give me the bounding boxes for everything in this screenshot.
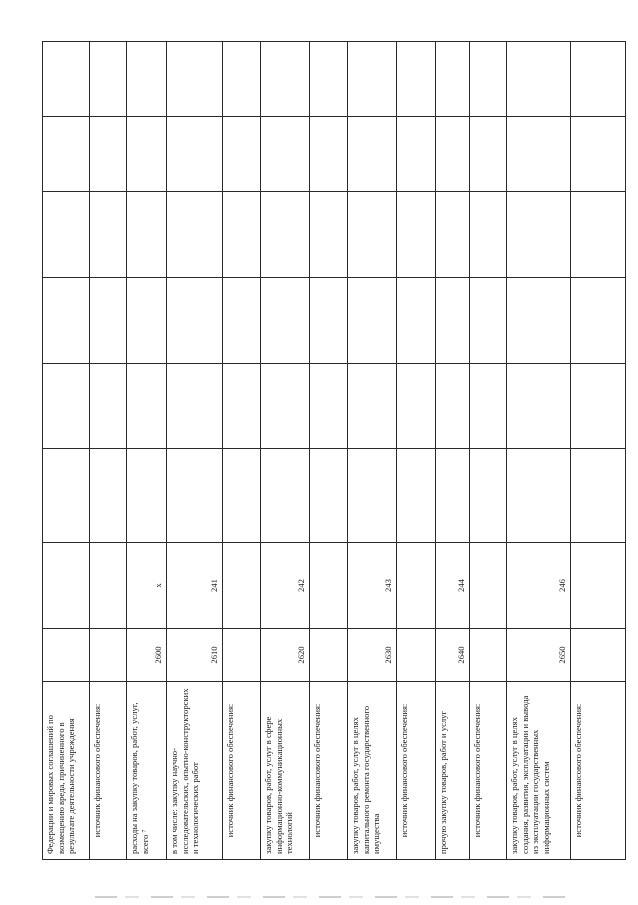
amount-cell: [90, 117, 127, 192]
amount-cell: [223, 42, 261, 117]
amount-cell: [127, 42, 167, 117]
line-code: [571, 629, 626, 682]
kosgu-code: 246: [507, 543, 571, 629]
amount-cell: [90, 42, 127, 117]
amount-cell: [507, 364, 571, 449]
line-code: 2620: [261, 629, 310, 682]
amount-cell: [436, 117, 470, 192]
line-code: [90, 629, 127, 682]
kosgu-code: 243: [348, 543, 397, 629]
amount-cell: [470, 42, 507, 117]
amount-cell: [167, 449, 223, 543]
amount-cell: [470, 117, 507, 192]
amount-cell: [507, 42, 571, 117]
amount-cell: [167, 192, 223, 278]
table-row: [310, 42, 348, 860]
table-row: [167, 42, 223, 860]
amount-cell: [470, 278, 507, 364]
amount-cell: [43, 278, 90, 364]
amount-cell: [223, 449, 261, 543]
table-row: [571, 42, 626, 860]
kosgu-code: [397, 543, 436, 629]
amount-cell: [127, 117, 167, 192]
kosgu-code: [90, 543, 127, 629]
amount-cell: [43, 117, 90, 192]
amount-cell: [90, 364, 127, 449]
amount-cell: [571, 364, 626, 449]
amount-cell: [470, 364, 507, 449]
amount-cell: [127, 192, 167, 278]
amount-cell: [571, 192, 626, 278]
amount-cell: [397, 449, 436, 543]
scan-edge-artifact: [95, 896, 565, 898]
line-code: 2630: [348, 629, 397, 682]
table-row: [90, 42, 127, 860]
line-code: [223, 629, 261, 682]
kosgu-code: [470, 543, 507, 629]
amount-cell: [507, 117, 571, 192]
amount-cell: [348, 278, 397, 364]
kosgu-code: [43, 543, 90, 629]
amount-cell: [261, 117, 310, 192]
row-label: источник финансового обеспечения:: [310, 682, 348, 860]
amount-cell: [223, 192, 261, 278]
amount-cell: [310, 192, 348, 278]
amount-cell: [436, 42, 470, 117]
amount-cell: [127, 278, 167, 364]
amount-cell: [470, 449, 507, 543]
kosgu-code: 244: [436, 543, 470, 629]
amount-cell: [397, 117, 436, 192]
table-row: [436, 42, 470, 860]
row-label: источник финансового обеспечения:: [470, 682, 507, 860]
amount-cell: [261, 364, 310, 449]
table-row: [507, 42, 571, 860]
amount-cell: [167, 117, 223, 192]
amount-cell: [167, 364, 223, 449]
amount-cell: [310, 278, 348, 364]
table-row: [261, 42, 310, 860]
amount-cell: [348, 117, 397, 192]
amount-cell: [43, 192, 90, 278]
amount-cell: [167, 42, 223, 117]
amount-cell: [127, 364, 167, 449]
kosgu-code: 241: [167, 543, 223, 629]
amount-cell: [310, 117, 348, 192]
amount-cell: [348, 192, 397, 278]
kosgu-code: [223, 543, 261, 629]
row-label: Федерации и мировых соглашений по возмещению вреда, причиненного в результате деятельности учреждения: [43, 682, 90, 860]
row-label: источник финансового обеспечения:: [397, 682, 436, 860]
table-row: [43, 42, 90, 860]
row-label: закупку товаров, работ, услуг в целях капитального ремонта государственного имущества: [348, 682, 397, 860]
line-code: 2600: [127, 629, 167, 682]
amount-cell: [261, 449, 310, 543]
amount-cell: [348, 449, 397, 543]
table-row: [127, 42, 167, 860]
amount-cell: [571, 117, 626, 192]
table-row: [470, 42, 507, 860]
amount-cell: [348, 364, 397, 449]
amount-cell: [90, 192, 127, 278]
kosgu-code: 242: [261, 543, 310, 629]
table-row: [397, 42, 436, 860]
amount-cell: [397, 278, 436, 364]
amount-cell: [436, 364, 470, 449]
amount-cell: [507, 192, 571, 278]
row-label: закупку товаров, работ, услуг в сфере информационно-коммуникационных технологий: [261, 682, 310, 860]
amount-cell: [436, 449, 470, 543]
row-label: источник финансового обеспечения:: [571, 682, 626, 860]
amount-cell: [223, 117, 261, 192]
line-code: [43, 629, 90, 682]
amount-cell: [43, 449, 90, 543]
row-label: расходы на закупку товаров, работ, услуг, всего ⁷: [127, 682, 167, 860]
budget-table: [42, 41, 626, 860]
amount-cell: [310, 42, 348, 117]
amount-cell: [223, 278, 261, 364]
amount-cell: [261, 42, 310, 117]
amount-cell: [397, 192, 436, 278]
amount-cell: [223, 364, 261, 449]
amount-cell: [571, 42, 626, 117]
amount-cell: [348, 42, 397, 117]
amount-cell: [261, 278, 310, 364]
amount-cell: [507, 278, 571, 364]
line-code: 2650: [507, 629, 571, 682]
table-row: [223, 42, 261, 860]
amount-cell: [571, 449, 626, 543]
amount-cell: [571, 278, 626, 364]
line-code: 2610: [167, 629, 223, 682]
row-label: прочую закупку товаров, работ и услуг: [436, 682, 470, 860]
amount-cell: [261, 192, 310, 278]
amount-cell: [507, 449, 571, 543]
table-row: [348, 42, 397, 860]
amount-cell: [436, 278, 470, 364]
row-label: источник финансового обеспечения:: [223, 682, 261, 860]
amount-cell: [397, 42, 436, 117]
amount-cell: [90, 278, 127, 364]
amount-cell: [90, 449, 127, 543]
table-body: [43, 42, 626, 860]
amount-cell: [397, 364, 436, 449]
line-code: 2640: [436, 629, 470, 682]
kosgu-code: [310, 543, 348, 629]
line-code: [310, 629, 348, 682]
kosgu-code: [571, 543, 626, 629]
amount-cell: [127, 449, 167, 543]
line-code: [470, 629, 507, 682]
row-label: в том числе: закупку научно-исследовательских, опытно-конструкторских и технологических работ: [167, 682, 223, 860]
kosgu-code: x: [127, 543, 167, 629]
row-label: источник финансового обеспечения:: [90, 682, 127, 860]
line-code: [397, 629, 436, 682]
amount-cell: [167, 278, 223, 364]
amount-cell: [43, 364, 90, 449]
amount-cell: [436, 192, 470, 278]
amount-cell: [310, 449, 348, 543]
row-label: закупку товаров, работ, услуг в целях создания, развития, эксплуатации и вывода из эксплуатации государственных информационных систем: [507, 682, 571, 860]
amount-cell: [310, 364, 348, 449]
amount-cell: [470, 192, 507, 278]
amount-cell: [43, 42, 90, 117]
